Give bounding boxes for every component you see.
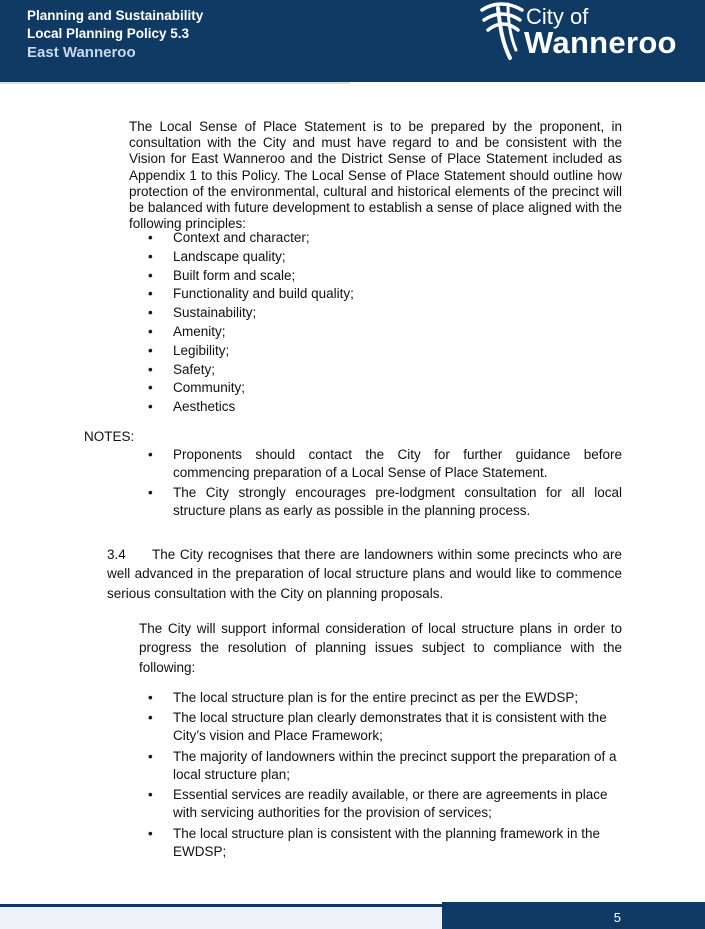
notes-label: NOTES: bbox=[84, 429, 135, 444]
list-item-text: Sustainability; bbox=[173, 305, 257, 321]
logo-city-of: City of bbox=[526, 4, 589, 29]
list-item bbox=[148, 285, 354, 304]
city-of-wanneroo-logo bbox=[478, 0, 698, 66]
list-item bbox=[148, 825, 622, 861]
sense-of-place-paragraph: The Local Sense of Place Statement is to be prepared by the proponent, in consultation with the City and must have regard to and be consistent with the Vision for East Wanneroo and the District Sense of Place Statement included as Appendix 1 to this Policy. The Local Sense of Place Statement should outline how protection of the environmental, cultural and historical elements of the precinct will be balanced with future development to establish a sense of place aligned with the following principles: bbox=[129, 119, 622, 232]
list-item-text: Landscape quality; bbox=[173, 248, 286, 264]
list-item-text: Legibility; bbox=[173, 342, 230, 358]
bullet-icon: • bbox=[148, 787, 153, 803]
list-item-text: The majority of landowners within the precinct support the preparation of a local structure plan; bbox=[173, 748, 617, 782]
list-item bbox=[148, 709, 622, 745]
list-item-text: Aesthetics bbox=[173, 399, 236, 415]
principles-list bbox=[148, 229, 354, 417]
header-policy: Local Planning Policy 5.3 bbox=[27, 26, 190, 41]
bullet-icon: • bbox=[148, 825, 153, 841]
bullet-icon: • bbox=[148, 447, 153, 462]
list-item-text: Proponents should contact the City for further guidance before commencing preparation of a Local Sense of Place Statement. bbox=[173, 447, 622, 480]
list-item bbox=[148, 267, 354, 286]
bullet-icon: • bbox=[148, 248, 153, 264]
logo-wanneroo: Wanneroo bbox=[524, 25, 677, 60]
list-item bbox=[148, 484, 622, 520]
bullet-icon: • bbox=[148, 305, 153, 321]
list-item-text: Community; bbox=[173, 380, 246, 396]
header-divider bbox=[0, 82, 350, 84]
bullet-icon: • bbox=[148, 230, 153, 245]
section-text: The City recognises that there are landowners within some precincts who are well advanced in the preparation of local structure plans and would like to commence serious consultation with the City on planning proposals. bbox=[107, 547, 622, 601]
list-item-text: The local structure plan is for the entire precinct as per the EWDSP; bbox=[173, 690, 579, 705]
list-item bbox=[148, 361, 354, 380]
bullet-icon: • bbox=[148, 380, 153, 396]
waves-logo-icon bbox=[478, 0, 530, 64]
bullet-icon: • bbox=[148, 710, 153, 726]
bullet-icon: • bbox=[148, 361, 153, 377]
list-item bbox=[148, 342, 354, 361]
bullet-icon: • bbox=[148, 748, 153, 764]
informal-consideration-paragraph: The City will support informal consideration of local structure plans in order to progress the resolution of planning issues subject to compliance with the following: bbox=[139, 621, 622, 675]
section-3-4 bbox=[107, 545, 622, 603]
page-number: 5 bbox=[613, 910, 621, 925]
bullet-icon: • bbox=[148, 286, 153, 302]
list-item bbox=[148, 379, 354, 398]
list-item-text: Amenity; bbox=[173, 323, 226, 339]
list-item-text: Built form and scale; bbox=[173, 267, 296, 283]
bullet-icon: • bbox=[148, 267, 153, 283]
list-item bbox=[148, 229, 354, 248]
list-item-text: Essential services are readily available, or there are agreements in place with servicing authorities for the provision of services; bbox=[173, 787, 608, 821]
conditions-list bbox=[148, 689, 622, 863]
list-item-text: The City strongly encourages pre-lodgment consultation for all local structure plans as early as possible in the planning process. bbox=[173, 484, 622, 518]
header-area: East Wanneroo bbox=[27, 44, 136, 61]
bullet-icon: • bbox=[148, 399, 153, 415]
page-header bbox=[0, 0, 705, 82]
list-item-text: Functionality and build quality; bbox=[173, 286, 354, 302]
bullet-icon: • bbox=[148, 342, 153, 358]
list-item-text: The local structure plan clearly demonstrates that it is consistent with the City’s vision and Place Framework; bbox=[173, 710, 607, 744]
header-department: Planning and Sustainability bbox=[27, 8, 204, 23]
bullet-icon: • bbox=[148, 484, 153, 500]
list-item-text: The local structure plan is consistent with the planning framework in the EWDSP; bbox=[173, 825, 600, 859]
section-number: 3.4 bbox=[107, 547, 126, 562]
bullet-icon: • bbox=[148, 690, 153, 705]
bullet-icon: • bbox=[148, 323, 153, 339]
header-titles bbox=[27, 7, 203, 63]
list-item-text: Context and character; bbox=[173, 230, 310, 245]
list-item bbox=[148, 446, 622, 482]
list-item bbox=[148, 248, 354, 267]
list-item bbox=[148, 786, 622, 822]
list-item bbox=[148, 689, 622, 707]
notes-list bbox=[148, 446, 622, 521]
list-item bbox=[148, 398, 354, 417]
list-item bbox=[148, 748, 622, 784]
list-item bbox=[148, 323, 354, 342]
footer-bar-right bbox=[442, 902, 705, 929]
footer-bar-left bbox=[0, 904, 442, 929]
list-item-text: Safety; bbox=[173, 361, 216, 377]
list-item bbox=[148, 304, 354, 323]
